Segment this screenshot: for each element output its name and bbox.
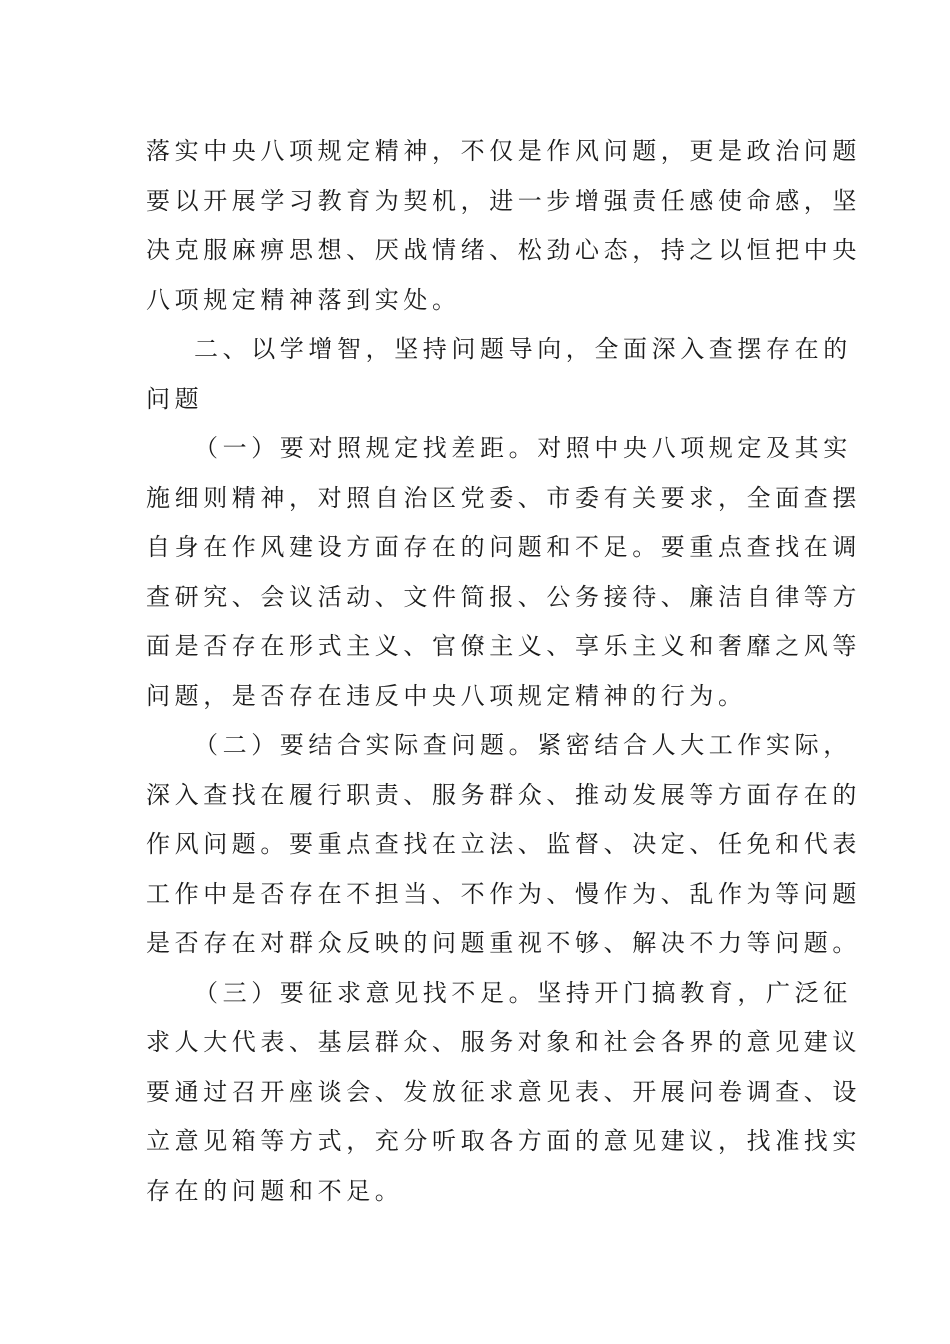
document-body bbox=[146, 127, 861, 1216]
text-line: 施细则精神，对照自治区党委、市委有关要求，全面查摆 bbox=[146, 483, 861, 512]
text-line: 八项规定精神落到实处。 bbox=[146, 285, 461, 314]
section-heading-line: 问题 bbox=[146, 384, 204, 413]
text-line: 决克服麻痹思想、厌战情绪、松劲心态，持之以恒把中央 bbox=[146, 236, 861, 264]
text-line: 求人大代表、基层群众、服务对象和社会各界的意见建议 bbox=[146, 1028, 861, 1056]
text-line: 深入查找在履行职责、服务群众、推动发展等方面存在的 bbox=[146, 780, 861, 809]
section-heading-line: 二、以学增智，坚持问题导向，全面深入查摆存在的 bbox=[194, 335, 852, 363]
text-line: 问题，是否存在违反中央八项规定精神的行为。 bbox=[146, 681, 747, 710]
text-line: 存在的问题和不足。 bbox=[146, 1176, 404, 1205]
text-line: 作风问题。要重点查找在立法、监督、决定、任免和代表 bbox=[146, 830, 861, 858]
text-line: 查研究、会议活动、文件简报、公务接待、廉洁自律等方 bbox=[146, 582, 861, 611]
text-line: 立意见箱等方式，充分听取各方面的意见建议，找准找实 bbox=[146, 1127, 861, 1155]
text-line: 面是否存在形式主义、官僚主义、享乐主义和奢靡之风等 bbox=[146, 632, 861, 660]
text-line: 工作中是否存在不担当、不作为、慢作为、乱作为等问题 bbox=[146, 879, 861, 908]
text-line: 落实中央八项规定精神，不仅是作风问题，更是政治问题 bbox=[146, 137, 861, 165]
text-line: （二）要结合实际查问题。紧密结合人大工作实际， bbox=[194, 731, 852, 759]
text-line: 要以开展学习教育为契机，进一步增强责任感使命感，坚 bbox=[146, 186, 861, 215]
text-line: 要通过召开座谈会、发放征求意见表、开展问卷调查、设 bbox=[146, 1077, 861, 1106]
text-line: （一）要对照规定找差距。对照中央八项规定及其实 bbox=[194, 434, 852, 462]
text-line: 自身在作风建设方面存在的问题和不足。要重点查找在调 bbox=[146, 533, 861, 561]
text-line: 是否存在对群众反映的问题重视不够、解决不力等问题。 bbox=[146, 929, 861, 957]
text-line: （三）要征求意见找不足。坚持开门搞教育，广泛征 bbox=[194, 978, 852, 1007]
